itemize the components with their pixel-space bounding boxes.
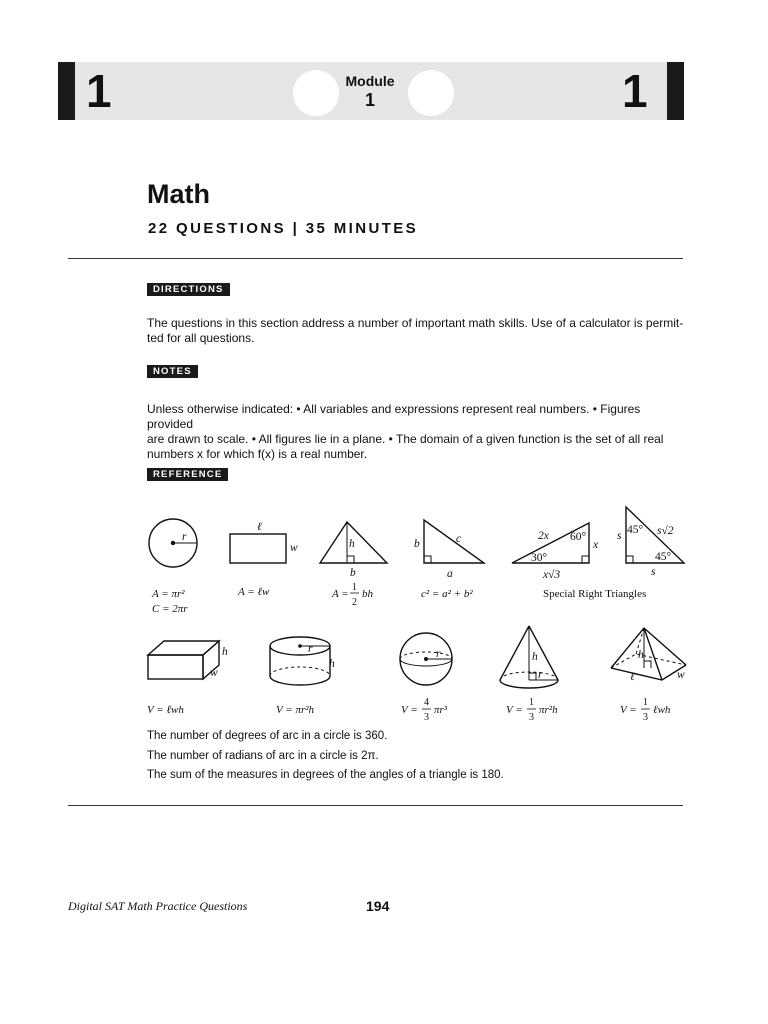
box-w-label: w: [210, 667, 218, 679]
pyramid-volume-numerator: 1: [643, 697, 648, 708]
header-circle-right: [408, 70, 454, 116]
directions-line-1: The questions in this section address a number of important math skills. Use of a calculator is permit-: [147, 316, 684, 330]
circle-area-formula: A = πr²: [152, 588, 185, 600]
cylinder-center-dot: [298, 644, 302, 648]
right-triangle-figure: [424, 520, 484, 563]
sphere-center-dot: [424, 657, 428, 661]
pyramid-right-angle-mark: [644, 661, 651, 668]
right-triangle-b-label: b: [414, 538, 420, 550]
pythagorean-formula: c² = a² + b²: [421, 588, 473, 600]
cone-volume-rhs: πr²h: [539, 704, 558, 716]
footer-title: Digital SAT Math Practice Questions: [68, 899, 248, 913]
pyramid-h-label: h: [638, 649, 644, 661]
notes-line-2: are drawn to scale. • All figures lie in a plane. • The domain of a given function is the set of all real: [147, 432, 664, 446]
cylinder-r-label: r: [308, 643, 313, 655]
notes-text: [147, 402, 687, 461]
box-front-face: [148, 655, 203, 679]
module-number: 1: [364, 90, 375, 110]
special-45-top-label: 45°: [627, 524, 644, 536]
cylinder-bottom-hidden: [270, 667, 330, 676]
special-base-label: x√3: [543, 569, 561, 581]
special-hyp-label: s√2: [657, 525, 674, 537]
circle-circumference-formula: C = 2πr: [152, 603, 188, 615]
cylinder-bottom: [270, 676, 330, 685]
section-title: Math: [147, 179, 210, 209]
cone-r-label: r: [538, 669, 543, 681]
triangle-b-label: b: [350, 567, 356, 579]
special-30-label: 30°: [531, 552, 548, 564]
circle-r-label: r: [182, 531, 187, 543]
pyramid-l-label: ℓ: [630, 671, 635, 683]
sphere-volume-numerator: 4: [424, 697, 429, 708]
rectangle-area-formula: A = ℓw: [238, 586, 270, 598]
header-left-bar: [58, 62, 75, 120]
special-hyp-2x-label: 2x: [538, 530, 549, 542]
triangle-h-label: h: [349, 538, 355, 550]
rectangle-figure: [230, 534, 286, 563]
cylinder-h-label: h: [329, 658, 335, 670]
top-divider: [68, 258, 683, 259]
special-s-side-label: s: [617, 530, 622, 542]
notes-line-3: numbers x for which f(x) is a real number.: [147, 447, 368, 461]
sphere-volume-denominator: 3: [424, 712, 429, 723]
circle-center-dot: [171, 541, 175, 545]
sphere-volume-rhs: πr³: [434, 704, 448, 716]
rectangle-l-label: ℓ: [257, 521, 262, 533]
special-triangle-30-60-figure: [512, 523, 589, 563]
box-top-face: [148, 641, 219, 655]
reference-formulas-figure: [140, 502, 700, 724]
section-number-left: 1: [86, 65, 112, 117]
reference-tag: REFERENCE: [147, 468, 228, 481]
pyramid-base-front: [611, 665, 686, 680]
triangle-area-denominator: 2: [352, 597, 357, 608]
special-30-60-angle-mark: [582, 556, 589, 563]
special-60-label: 60°: [570, 531, 587, 543]
special-45-bottom-label: 45°: [655, 551, 672, 563]
box-h-label: h: [222, 646, 228, 658]
pyramid-edge-1: [611, 628, 644, 668]
special-s-base-label: s: [651, 566, 656, 578]
right-triangle-c-label: c: [456, 533, 462, 545]
header-right-bar: [667, 62, 684, 120]
pyramid-volume-rhs: ℓwh: [653, 704, 671, 716]
triangle-area-rhs: bh: [362, 588, 373, 600]
fact-degrees-circle: The number of degrees of arc in a circle is 360.: [147, 730, 388, 742]
fact-radians-circle: The number of radians of arc in a circle is 2π.: [147, 750, 379, 762]
special-x-label: x: [593, 539, 599, 551]
fact-triangle-angles: The sum of the measures in degrees of the angles of a triangle is 180.: [147, 769, 504, 781]
cone-base: [500, 680, 558, 688]
special-triangles-caption: Special Right Triangles: [543, 588, 647, 600]
box-volume-formula: V = ℓwh: [147, 704, 184, 716]
cone-volume-numerator: 1: [529, 697, 534, 708]
special-45-angle-mark: [626, 556, 633, 563]
triangle-area-lhs: A =: [332, 588, 349, 600]
cylinder-volume-formula: V = πr²h: [276, 704, 315, 716]
cone-volume-denominator: 3: [529, 712, 534, 723]
triangle-right-angle-mark: [347, 556, 354, 563]
section-number-right: 1: [622, 65, 648, 117]
pyramid-w-label: w: [677, 669, 685, 681]
directions-line-2: ted for all questions.: [147, 331, 255, 345]
module-label: Module: [345, 73, 395, 89]
sphere-volume-lhs: V =: [401, 704, 418, 716]
cone-right-angle-mark: [529, 673, 536, 680]
pyramid-volume-lhs: V =: [620, 704, 637, 716]
notes-line-1: Unless otherwise indicated: • All variables and expressions represent real numbers. • Figures provided: [147, 402, 641, 431]
page-number: 194: [366, 898, 390, 914]
right-triangle-a-label: a: [447, 568, 453, 580]
section-subtitle: 22 QUESTIONS | 35 MINUTES: [148, 220, 419, 237]
bottom-divider: [68, 805, 683, 806]
directions-tag: DIRECTIONS: [147, 283, 230, 296]
cone-volume-lhs: V =: [506, 704, 523, 716]
sphere-r-label: r: [436, 648, 441, 660]
notes-tag: NOTES: [147, 365, 198, 378]
rectangle-w-label: w: [290, 542, 298, 554]
pyramid-volume-denominator: 3: [643, 712, 648, 723]
cone-h-label: h: [532, 651, 538, 663]
right-triangle-angle-mark: [424, 556, 431, 563]
triangle-area-numerator: 1: [352, 582, 357, 593]
